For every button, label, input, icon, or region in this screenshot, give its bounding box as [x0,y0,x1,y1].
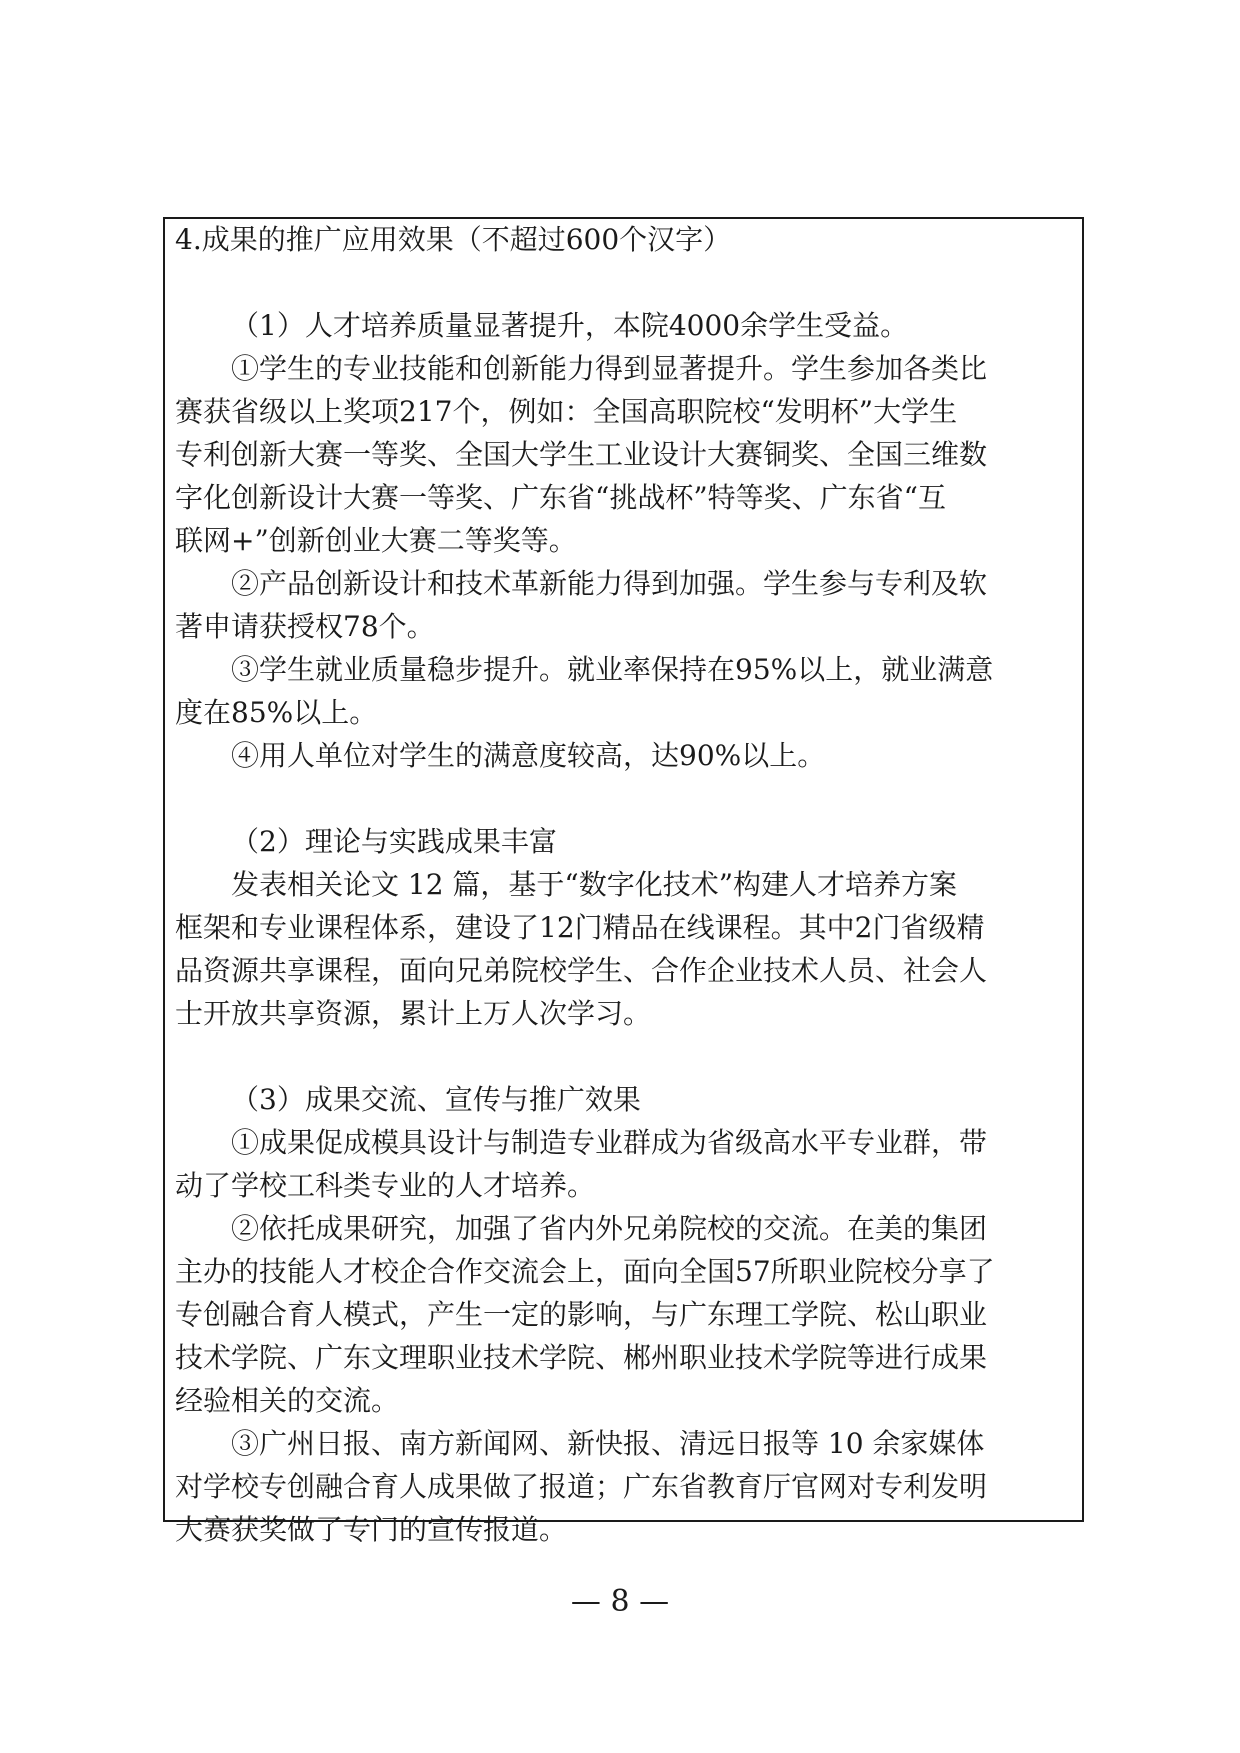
text-line: 字化创新设计大赛一等奖、广东省“挑战杯”特等奖、广东省“互 [175,481,946,514]
spacer [175,777,1075,820]
block-title: （1）人才培养质量显著提升，本院4000余学生受益。 [231,309,909,342]
text-line: ②产品创新设计和技术革新能力得到加强。学生参与专利及软 [231,567,988,600]
text-line: 专利创新大赛一等奖、全国大学生工业设计大赛铜奖、全国三维数 [175,438,988,471]
paragraph [175,347,1075,562]
text-line: 对学校专创融合育人成果做了报道；广东省教育厅官网对专利发明 [175,1470,988,1503]
text-line: ①学生的专业技能和创新能力得到显著提升。学生参加各类比 [231,352,988,385]
text-line: 士开放共享资源，累计上万人次学习。 [175,997,652,1030]
text-line: ③广州日报、南方新闻网、新快报、清远日报等 10 余家媒体 [231,1427,985,1460]
text-line: 经验相关的交流。 [175,1384,400,1417]
block-title: （2）理论与实践成果丰富 [231,825,557,858]
paragraph [175,1422,1075,1551]
paragraph [175,562,1075,648]
paragraph [175,863,1075,1035]
page-number: — 8 — [570,1584,670,1619]
text-line: 联网+”创新创业大赛二等奖等。 [175,524,577,557]
text-line: 品资源共享课程，面向兄弟院校学生、合作企业技术人员、社会人 [175,954,988,987]
block-exchange-promotion [175,1078,1075,1551]
block-theory-practice [175,820,1075,1035]
spacer [175,1035,1075,1078]
text-line: ②依托成果研究，加强了省内外兄弟院校的交流。在美的集团 [231,1212,988,1245]
text-line: 动了学校工科类专业的人才培养。 [175,1169,596,1202]
block-title: （3）成果交流、宣传与推广效果 [231,1083,641,1116]
paragraph [175,1207,1075,1422]
text-line: ③学生就业质量稳步提升。就业率保持在95%以上，就业满意 [231,653,994,686]
text-line: 主办的技能人才校企合作交流会上，面向全国57所职业院校分享了 [175,1255,995,1288]
text-line: 发表相关论文 12 篇，基于“数字化技术”构建人才培养方案 [231,868,958,901]
text-line: 著申请获授权78个。 [175,610,435,643]
section-content [175,218,1075,1551]
text-line: ④用人单位对学生的满意度较高，达90%以上。 [231,739,826,772]
block-talent-quality [175,304,1075,777]
text-line: 专创融合育人模式，产生一定的影响，与广东理工学院、松山职业 [175,1298,988,1331]
text-line: 框架和专业课程体系，建设了12门精品在线课程。其中2门省级精 [175,911,985,944]
paragraph [175,734,1075,777]
paragraph [175,648,1075,734]
text-line: ①成果促成模具设计与制造专业群成为省级高水平专业群，带 [231,1126,988,1159]
text-line: 大赛获奖做了专门的宣传报道。 [175,1513,568,1546]
spacer [175,261,1075,304]
text-line: 技术学院、广东文理职业技术学院、郴州职业技术学院等进行成果 [175,1341,988,1374]
section-heading: 4.成果的推广应用效果（不超过600个汉字） [175,223,732,256]
text-line: 赛获省级以上奖项217个，例如：全国高职院校“发明杯”大学生 [175,395,958,428]
paragraph [175,1121,1075,1207]
text-line: 度在85%以上。 [175,696,378,729]
